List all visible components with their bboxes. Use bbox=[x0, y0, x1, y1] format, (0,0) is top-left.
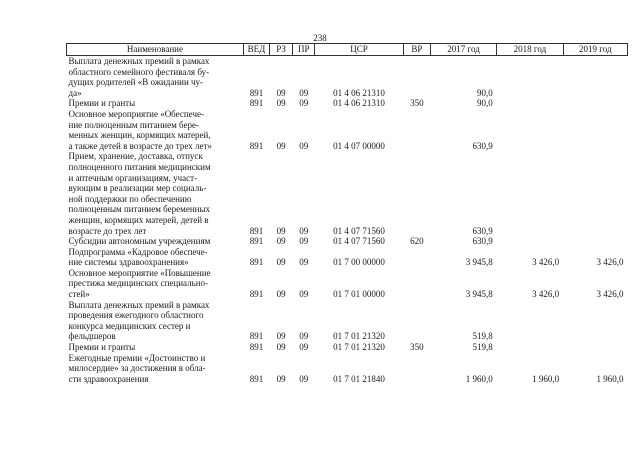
row-rz: 09 bbox=[276, 225, 286, 236]
row-2018 bbox=[497, 342, 563, 353]
row-ved: 891 bbox=[249, 236, 264, 247]
row-2019 bbox=[563, 236, 627, 247]
row-2018 bbox=[497, 56, 563, 99]
row-2018: 3 426,0 bbox=[532, 257, 560, 268]
row-2017: 90,0 bbox=[476, 87, 493, 98]
table-row bbox=[67, 98, 628, 109]
row-2019 bbox=[563, 151, 627, 236]
header-rz: РЗ bbox=[270, 44, 293, 56]
table-row bbox=[67, 342, 628, 353]
row-csr: 01 4 06 21310 bbox=[333, 98, 385, 109]
row-csr: 01 7 01 21320 bbox=[333, 331, 385, 342]
row-ved: 891 bbox=[249, 225, 264, 236]
row-pr: 09 bbox=[299, 289, 309, 300]
row-vr bbox=[403, 247, 430, 268]
row-2017: 630,9 bbox=[472, 140, 493, 151]
row-2017: 1 960,0 bbox=[465, 373, 493, 384]
row-rz: 09 bbox=[276, 257, 286, 268]
row-2017: 90,0 bbox=[476, 98, 493, 109]
row-2018: 1 960,0 bbox=[532, 373, 560, 384]
row-rz: 09 bbox=[276, 373, 286, 384]
row-vr: 620 bbox=[410, 236, 424, 247]
row-2018 bbox=[497, 151, 563, 236]
row-ved: 891 bbox=[249, 87, 264, 98]
header-vr: ВР bbox=[403, 44, 430, 56]
row-name: Выплата денежных премий в рамках проведения ежегодного областного конкурса медицинских сестер и фельдшеров bbox=[68, 299, 210, 342]
row-vr: 350 bbox=[410, 342, 424, 353]
row-csr: 01 4 07 71560 bbox=[333, 225, 385, 236]
row-rz: 09 bbox=[276, 236, 286, 247]
row-name: Прием, хранение, доставка, отпуск полноценного питания медицинским и аптечным организациям, участ- вующим в реализации мер социаль- ной поддержки по обеспечению полноценным питанием беременных женщин, кормящих матерей, детей в возрасте до трех лет bbox=[68, 151, 211, 236]
row-name: Субсидии автономным учреждениям bbox=[68, 236, 211, 247]
row-csr: 01 7 01 21320 bbox=[333, 342, 385, 353]
row-csr: 01 7 01 00000 bbox=[333, 289, 385, 300]
row-2019 bbox=[563, 342, 627, 353]
row-rz: 09 bbox=[276, 342, 286, 353]
row-vr bbox=[403, 353, 430, 385]
row-2018 bbox=[497, 109, 563, 151]
row-vr bbox=[403, 300, 430, 342]
row-name: Премии и гранты bbox=[68, 98, 136, 109]
row-2018 bbox=[497, 236, 563, 247]
row-2019 bbox=[563, 300, 627, 342]
budget-table bbox=[66, 43, 628, 384]
header-ved: ВЕД bbox=[243, 44, 269, 56]
row-ved: 891 bbox=[249, 289, 264, 300]
row-rz: 09 bbox=[276, 98, 286, 109]
row-csr: 01 7 01 21840 bbox=[333, 373, 385, 384]
row-pr: 09 bbox=[299, 98, 309, 109]
table-row bbox=[67, 268, 628, 300]
row-pr: 09 bbox=[299, 331, 309, 342]
header-csr: ЦСР bbox=[315, 44, 403, 56]
table-row bbox=[67, 151, 628, 236]
row-2019: 3 426,0 bbox=[596, 289, 624, 300]
row-2019: 3 426,0 bbox=[596, 257, 624, 268]
row-pr: 09 bbox=[299, 140, 309, 151]
row-name: Премии и гранты bbox=[68, 342, 136, 353]
row-ved: 891 bbox=[249, 98, 264, 109]
header-pr: ПР bbox=[293, 44, 315, 56]
row-ved: 891 bbox=[249, 342, 264, 353]
row-2017: 519,8 bbox=[472, 331, 493, 342]
row-csr: 01 4 07 00000 bbox=[333, 140, 385, 151]
header-name: Наименование bbox=[67, 44, 244, 56]
row-2017: 630,9 bbox=[472, 236, 493, 247]
header-2018: 2018 год bbox=[497, 44, 563, 56]
header-2019: 2019 год bbox=[563, 44, 627, 56]
row-pr: 09 bbox=[299, 342, 309, 353]
row-vr bbox=[403, 109, 430, 151]
row-vr bbox=[403, 268, 430, 300]
row-2019 bbox=[563, 56, 627, 99]
row-rz: 09 bbox=[276, 331, 286, 342]
row-ved: 891 bbox=[249, 373, 264, 384]
table-row bbox=[67, 353, 628, 385]
table-row bbox=[67, 56, 628, 99]
row-pr: 09 bbox=[299, 225, 309, 236]
row-name: Выплата денежных премий в рамках областного семейного фестиваля бу- дущих родителей «В ожидании чу- да» bbox=[68, 56, 210, 98]
header-2017: 2017 год bbox=[430, 44, 496, 56]
row-csr: 01 7 00 00000 bbox=[333, 257, 385, 268]
row-2017: 3 945,8 bbox=[465, 257, 493, 268]
row-2017: 3 945,8 bbox=[465, 289, 493, 300]
row-2018 bbox=[497, 98, 563, 109]
page-number: 238 bbox=[313, 33, 327, 43]
row-2017: 519,8 bbox=[472, 342, 493, 353]
row-pr: 09 bbox=[299, 257, 309, 268]
row-name: Основное мероприятие «Обеспече- ние полноценным питанием бере- менных женщин, кормящих матерей, а также детей в возрасте до трех лет» bbox=[68, 108, 212, 151]
row-pr: 09 bbox=[299, 87, 309, 98]
row-csr: 01 4 07 71560 bbox=[333, 236, 385, 247]
row-name: Подпрограмма «Кадровое обеспече- ние системы здравоохранения» bbox=[68, 246, 208, 268]
table-row bbox=[67, 109, 628, 151]
table-row bbox=[67, 247, 628, 268]
table-header-row bbox=[67, 44, 628, 56]
table-row bbox=[67, 236, 628, 247]
row-2017: 630,9 bbox=[472, 225, 493, 236]
row-vr bbox=[403, 56, 430, 99]
row-rz: 09 bbox=[276, 140, 286, 151]
row-vr: 350 bbox=[410, 98, 424, 109]
row-rz: 09 bbox=[276, 289, 286, 300]
row-csr: 01 4 06 21310 bbox=[333, 87, 385, 98]
row-ved: 891 bbox=[249, 257, 264, 268]
row-2018: 3 426,0 bbox=[532, 289, 560, 300]
row-2018 bbox=[497, 300, 563, 342]
row-ved: 891 bbox=[249, 140, 264, 151]
row-2019 bbox=[563, 109, 627, 151]
row-2019: 1 960,0 bbox=[596, 373, 624, 384]
row-pr: 09 bbox=[299, 373, 309, 384]
row-2019 bbox=[563, 98, 627, 109]
row-pr: 09 bbox=[299, 236, 309, 247]
row-rz: 09 bbox=[276, 87, 286, 98]
row-name: Ежегодные премии «Достоинство и милосердие» за достижения в обла- сти здравоохранения bbox=[68, 352, 206, 384]
table-row bbox=[67, 300, 628, 342]
row-ved: 891 bbox=[249, 331, 264, 342]
row-name: Основное мероприятие «Повышение престижа медицинских специально- стей» bbox=[68, 267, 211, 300]
row-vr bbox=[403, 151, 430, 236]
